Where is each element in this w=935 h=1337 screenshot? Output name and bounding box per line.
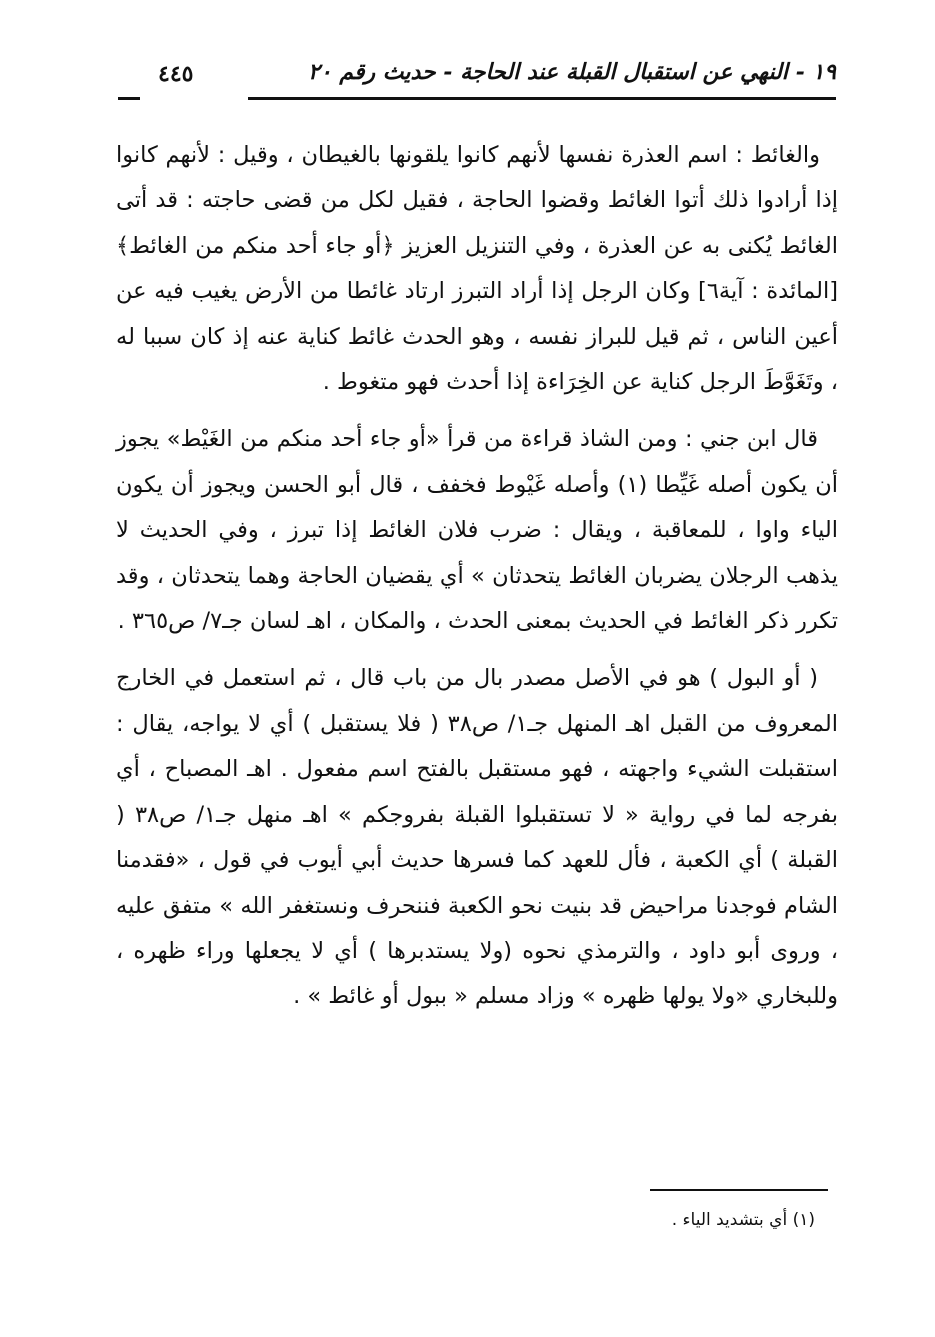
paragraph-ghaet-definition: والغائط : اسم العذرة نفسها لأنهم كانوا يلقونها بالغيطان ، وقيل : لأنهم كانوا إذا أرادوا ذلك أتوا الغائط وقضوا الحاجة ، فقيل لكل من قضى حاجته : قد أتى الغائط يُكنى به عن العذرة ، وفي التنزيل العزيز ﴿أو جاء أحد منكم من الغائط﴾ [المائدة : آية٦] وكان الرجل إذا أراد التبرز ارتاد غائطا من الأرض يغيب فيه عن أعين الناس ، ثم قيل للبراز نفسه ، وهو الحدث غائط كناية عنه إذ كان سببا له ، وتَغَوَّطَ الرجل كناية عن الخِرَاءة إذا أحدث فهو متغوط . <box>116 142 838 396</box>
footnote-divider <box>650 1189 828 1191</box>
footnote: (١) أي بتشديد الياء . <box>671 1210 815 1230</box>
page-number: ٤٤٥ <box>158 61 194 87</box>
paragraph-al-bawl: ( أو البول ) هو في الأصل مصدر بال من باب قال ، ثم استعمل في الخارج المعروف من القبل اهـ المنهل جـ١/ ص٣٨ ( فلا يستقبل ) أي لا يواجه، يقال : استقبلت الشيء واجهته ، فهو مستقبل بالفتح اسم مفعول . اهـ المصباح ، أي بفرجه لما في رواية « لا تستقبلوا القبلة بفروجكم » اهـ منهل جـ١/ ص٣٨ ( القبلة ) أي الكعبة ، فأل للعهد كما فسرها حديث أبي أيوب في قول ، «فقدمنا الشام فوجدنا مراحيض قد بنيت نحو الكعبة فننحرف ونستغفر الله » متفق عليه ، وروى أبو داود ، والترمذي نحوه (ولا يستدبرها ) أي لا يجعلها وراء ظهره ، وللبخاري «ولا يولها ظهره » وزاد مسلم « ببول أو غائط » . <box>116 665 839 1010</box>
running-header <box>118 56 836 100</box>
main-text <box>116 133 838 1032</box>
paragraph-ibn-jinni: قال ابن جني : ومن الشاذ قراءة من قرأ «أو جاء أحد منكم من الغَيْط» يجوز أن يكون أصله غَيِّطا (١) وأصله غَيْوط فخفف ، قال أبو الحسن ويجوز أن يكون الياء واوا ، للمعاقبة ، ويقال : ضرب فلان الغائط إذا تبرز ، وفي الحديث لا يذهب الرجلان يضربان الغائط يتحدثان » أي يقضيان الحاجة وهما يتحدثان ، وقد تكرر ذكر الغائط في الحديث بمعنى الحدث ، والمكان ، اهـ لسان جـ٧/ ص٣٦٥ . <box>116 426 838 635</box>
page-number-gap <box>140 92 248 104</box>
chapter-title: ١٩ - النهي عن استقبال القبلة عند الحاجة - حديث رقم ٢٠ <box>308 59 836 85</box>
